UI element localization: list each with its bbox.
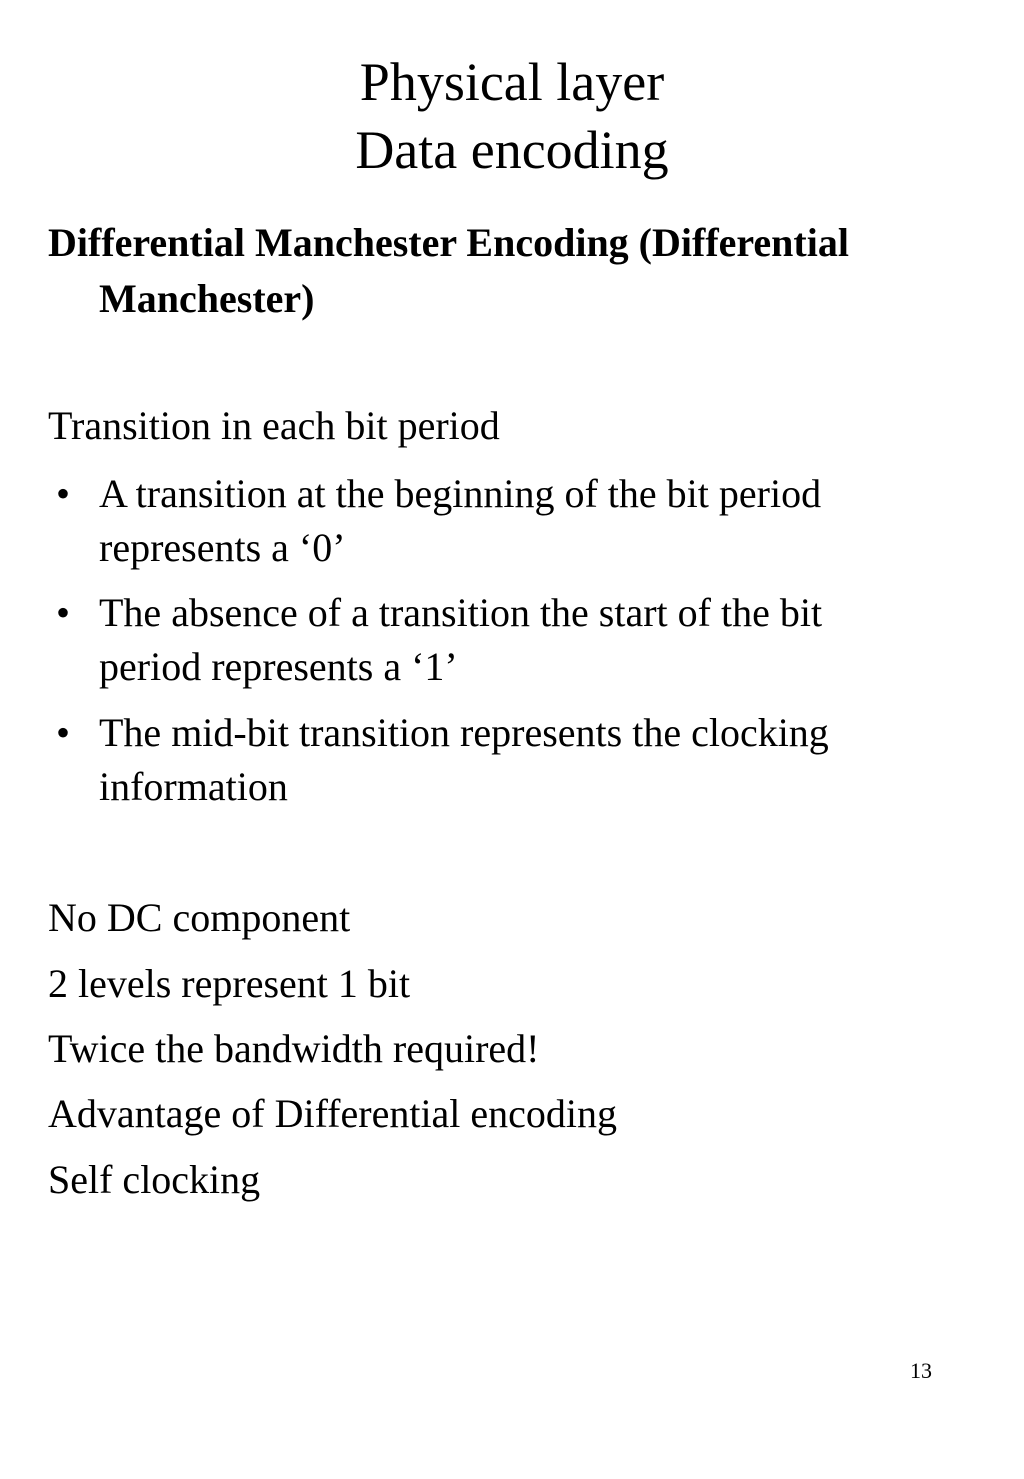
- heading-line-1: Differential Manchester Encoding (Differential: [48, 220, 849, 265]
- page-number: 13: [910, 1358, 932, 1383]
- bullet-line-1: The absence of a transition the start of the bit: [99, 590, 823, 635]
- bullet-glyph: •: [56, 590, 71, 635]
- intro-text: Transition in each bit period: [48, 403, 500, 448]
- fact-line: Self clocking: [48, 1157, 261, 1202]
- bullet-item: [48, 586, 988, 694]
- fact-line: 2 levels represent 1 bit: [48, 961, 411, 1006]
- slide-title: [0, 48, 1024, 184]
- title-line-1: Physical layer: [359, 52, 665, 112]
- bullet-line-1: A transition at the beginning of the bit period: [99, 471, 822, 516]
- bullet-item: [48, 706, 988, 814]
- bullet-item: [48, 467, 988, 575]
- heading-line-2: Manchester): [99, 276, 315, 321]
- bullet-glyph: •: [56, 710, 71, 755]
- bullet-line-2: represents a ‘0’: [99, 525, 346, 570]
- fact-line: Advantage of Differential encoding: [48, 1091, 618, 1136]
- fact-line: Twice the bandwidth required!: [48, 1026, 540, 1071]
- section-heading: [48, 215, 988, 327]
- bullet-line-1: The mid-bit transition represents the clocking: [99, 710, 829, 755]
- fact-line: No DC component: [48, 895, 351, 940]
- title-line-2: Data encoding: [355, 120, 669, 180]
- bullet-line-2: period represents a ‘1’: [99, 644, 458, 689]
- bullet-line-2: information: [99, 764, 288, 809]
- bullet-glyph: •: [56, 471, 71, 516]
